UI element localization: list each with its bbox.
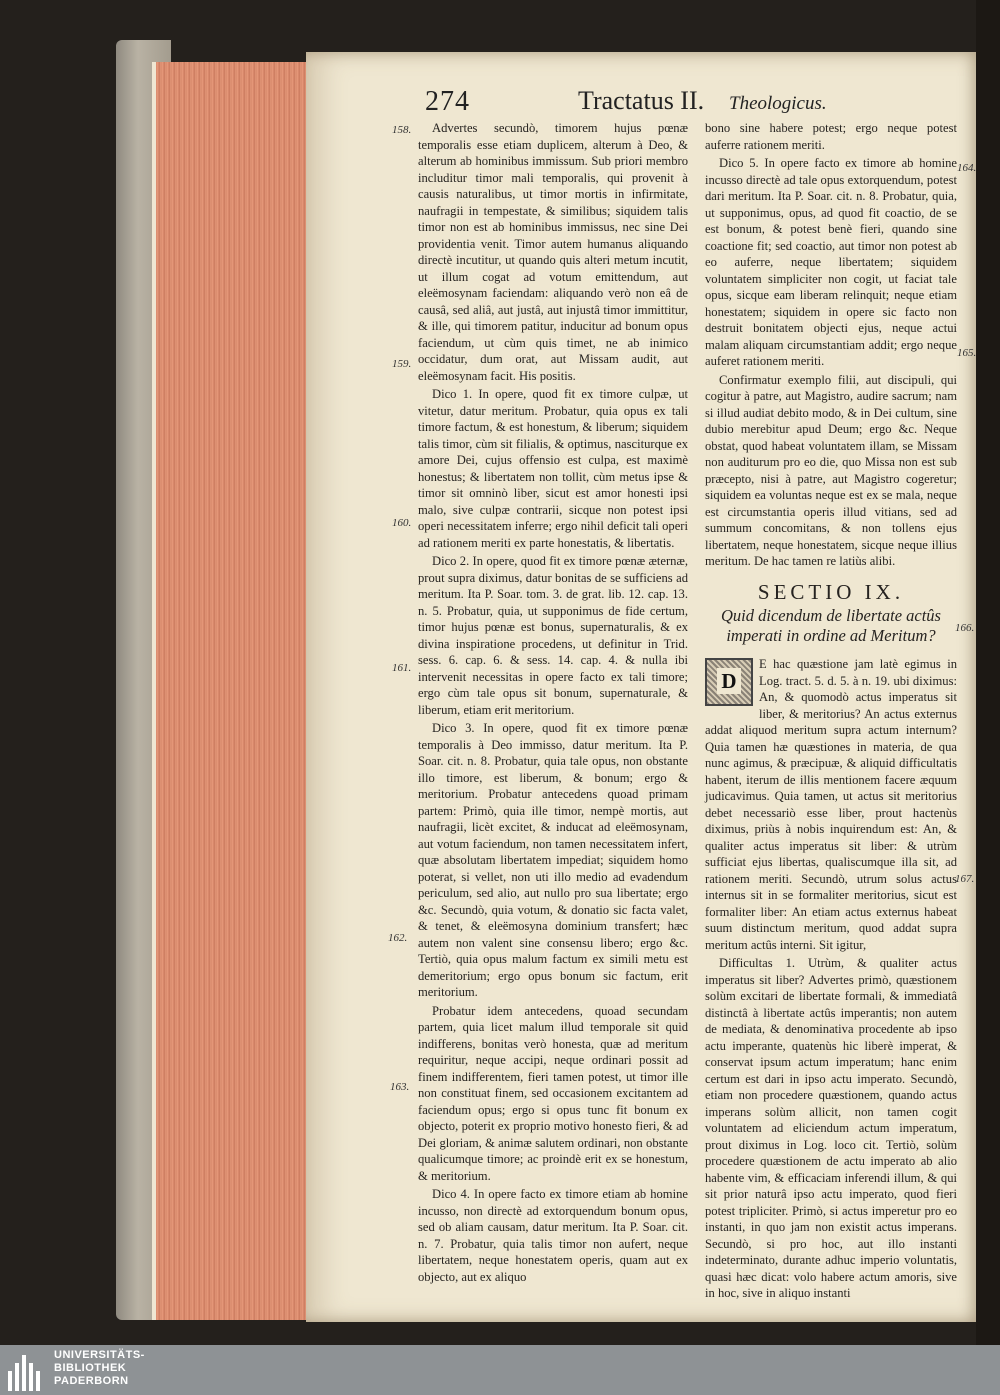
margin-number: 165. [957,347,977,359]
running-subtitle: Theologicus. [729,93,827,114]
library-footer [0,1345,1000,1395]
paragraph: Dico 1. In opere, quod fit ex timore culpæ, ut vitetur, datur meritum. Probatur, quia opus ex tali timore factum, & est honestum, & liberum; siquidem talis timor, cùm sit filialis, & optimus, nasciturque ex amore Dei, cujus offensio est culpa, est maximè honestus; & libertatem non tollit, cùm metus ipse & timor sit omninò liber, sicut est amor honesti ipsi malo, sive culpæ contrarii, sicque non potest ipsi operi necessitatem inferre; ergo nihil deficit tali operi ad rationem meriti ex parte honestatis, & libertatis. [418,387,688,550]
section-subtitle: Quid dicendum de libertate actûs imperati in ordine ad Meritum? [721,606,941,645]
library-name [54,1349,145,1388]
margin-number: 159. [392,358,412,370]
paragraph: Advertes secundò, timorem hujus pœnæ temporalis esse etiam duplicem, alterum à Deo, & alterum ab hominibus immissum. Sub priori membro includitur timor mali temporalis, qui provenit à causis naturalibus, ut timor mortis in infirmitate, naufragii in tempestate, & similibus; siquidem talis timor non est ab hominibus immissus, nec sine Dei providentia venit. Timor autem humanus aliquando directè incutitur, ut quando quis alteri metum incutit, ut illum cogat ad votum emittendum, aut eleëmosynam faciendam: aliquando verò non eâ de causâ, sed aliâ, aut justâ, aut injustâ timor immittitur, & ille, qui timorem patitur, inducitur ad bonum opus faciendum, ut cùm quis timet, ne ab inimico occidatur, dum orat, aut Missam audit, aut eleëmosynam facit. His positis. [418,121,688,383]
paragraph: Dico 2. In opere, quod fit ex timore pœnæ æternæ, prout supra diximus, datur bonitas de se sufficiens ad meritum. Ita P. Soar. tom. 3. de grat. lib. 12. cap. 13. n. 5. Probatur, quia, ut supponimus de fide certum, timor hujus pœnæ est bonus, supernaturalis, & ex divina inspiratione procedens, ut definitur in Trid. sess. 6. cap. 6. & sess. 14. cap. 4. & nulla ibi intervenit necessitas in opere facto ex tali timore; ergo cùm tale opus sit bonum, supernaturale, & liberum, etiam erit meritorium. [418,554,688,717]
paragraph: bono sine habere potest; ergo neque potest auferre rationem meriti. [705,121,957,152]
margin-number: 161. [392,662,412,674]
paragraph: Probatur idem antecedens, quoad secundam partem, quia licet malum illud temporale sit quid indifferens, bonitas verò honesta, quæ ad meritum requiritur, neque accipi, neque ordinari possit ad finem indifferentem, fieri tamen potest, ut timor ille non constituat finem, sed occasionem excitantem ad faciendum opus; ergo si opus tunc fit bonum ex objecto, poterit ex proprio motivo honesto fieri, & ad Dei gloriam, & animæ salutem ordinari, non obstante qualicumque timore; ac proindè erit ex se honestum, & meritorium. [418,1003,688,1183]
initial-letter: D [717,668,741,694]
margin-number: 167. [955,873,975,885]
margin-number: 162. [388,932,408,944]
paragraph: Dico 4. In opere facto ex timore etiam ab homine incusso, non directè ad extorquendum bonum opus, sed ob aliam causam, datur meritum. Ita P. Soar. cit. n. 7. Probatur, quia talis timor non aufert, neque libertatem, neque honestatem operis, quam aut ex objecto, aut ex aliquo [418,1187,688,1284]
library-logo-icon [6,1349,44,1391]
left-text-column [418,120,688,1287]
paragraph [705,656,957,953]
paragraph: Dico 5. In opere facto ex timore ab homine incusso directè ad tale opus extorquendum, potest dari meritum. Ita P. Soar. cit. n. 8. Probatur, quia, ut supponimus, opus, ad quod fit coactio, de se est bonum, & potest benè fieri, quando sine coactione fit; sed coactio, aut timor non potest ab eo auferre, neque libertatem; siquidem voluntatem simpliciter non cogit, ut faciat tale opus, sicque eam liberam relinquit; neque etiam honestatem; siquidem in opere sic facto non destruit bonitatem objecti ejus, neque actui malam aliquam circumstantiam addit; ergo neque auferet rationem meriti. [705,156,957,368]
margin-number: 160. [392,517,412,529]
paragraph: Dico 3. In opere, quod fit ex timore pœnæ temporalis à Deo immisso, datur meritum. Ita P. Soar. cit. n. 8. Probatur, quia tale opus, non obstante illo timore, est liberum, & bonum; ergo & meritorium. Probatur antecedens quoad primam partem: Primò, quia ille timor, nempè mortis, aut naufragii, licèt excitet, & inducat ad eleëmosynam, aut votum faciendum, non tamen necessitatem infert, quæ absolutam libertatem impediat; siquidem homo poterat, si vellet, non uti illo medio ad evadendum periculum, sed alio, aut nullo pro sua libertate; ergo &c. Secundò, quia votum, & donatio sic facta valet, & tenet, & eleëmosyna dominium transfert; hæc autem non valent sine consensu libero; ergo &c. Tertiò, quia opus malum factum ex simili metu est demeritorium; ergo opus bonum sic factum, erit meritorium. [418,721,688,999]
paragraph-text: E hac quæstione jam latè egimus in Log. tract. 5. d. 5. à n. 19. ubi diximus: An, & quomodò actus imperatus sit liber, & meritorius? An actus externus addat aliquod meritum supra actum internum? Quia tamen hæ quæstiones in materia, de qua nunc agimus, & præcipuæ, & aliquid difficultatis habent, iterum de illis mentionem facere æquum judicavimus. Quia tamen, ut actus sit meritorius debet necessariò esse liber, prout hactenùs diximus, priùs à nobis inquirendum est: An, & qualiter actus imperatus sit liber: & utrùm sufficiat ejus libertas, qualiscumque illa sit, ad rationem meriti. Secundò, utrum solus actus internus sit in se formaliter meritorius, sicut est formaliter liber: An etiam actus externus habeat suum distinctum meritum, quod addat supra meritum actûs interni. Sit igitur, [705,657,957,952]
section-title: SECTIO IX. [757,579,905,604]
gutter-shadow [976,0,1000,1345]
library-name-line: PADERBORN [54,1375,129,1387]
paragraph: Difficultas 1. Utrùm, & qualiter actus imperatus sit liber? Advertes primò, quæstionem solùm excitari de libertate formali, & immediatâ distinctâ à libertate actûs imperantis; non autem de mediata, & denominativa procedente ab ipso actu imperante, quatenùs hic liberè imperat, & conservat ipsum actum imperatum; hanc enim certum est dari in ipso actu imperato. Secundò, etiam non procedere quæstionem, quando actus imperans solùm allicit, non tamen cogit voluntatem ad eliciendum actum imperatum, prout diximus in Log. loco cit. Tertiò, solùm procedere quæstionem de actu imperato ab alio habente vim, & efficaciam inferendi illum, & qui sit prior naturâ ipso actu imperato, quod fieri potest tripliciter. Primò, si actus imperetur pro eo instanti, in quo jam non existit actus imperans. Secundò, si pro hoc, aut illo instanti indeterminato, durante adhuc imperio voluntatis, quasi hæc dicat: volo habere actum amoris, sive in hoc, sive in aliquo instanti [705,956,957,1300]
margin-number: 164. [957,162,977,174]
page-number: 274 [425,86,470,117]
right-text-column [705,120,957,1304]
page-stack-edge [156,62,306,1320]
margin-number: 166. [955,622,975,634]
library-name-line: BIBLIOTHEK [54,1362,127,1374]
paragraph: Confirmatur exemplo filii, aut discipuli, qui cogitur à patre, aut Magistro, audire sacrum; nam si illud audiat debito modo, & in Dei cultum, sine dubio merebitur apud Deum; ergo &c. Neque obstat, quod habeat voluntatem illam, se Missam non auditurum pro eo die, quo Missa non est sub præcepto, nisi à patre, aut Magistro cogeretur; siquidem ea voluntas neque est ex se mala, neque est circumstantia operis illud vitians, sed ad summum concomitans, & non tollens ejus libertatem, neque honestatem, sicque neque illius meritum. De hac tamen re latiùs alibi. [705,372,957,568]
margin-number: 158. [392,124,412,136]
library-name-line: UNIVERSITÄTS- [54,1349,145,1361]
running-title: Tractatus II. [578,86,705,115]
margin-number: 163. [390,1081,410,1093]
decorated-initial [705,658,753,706]
